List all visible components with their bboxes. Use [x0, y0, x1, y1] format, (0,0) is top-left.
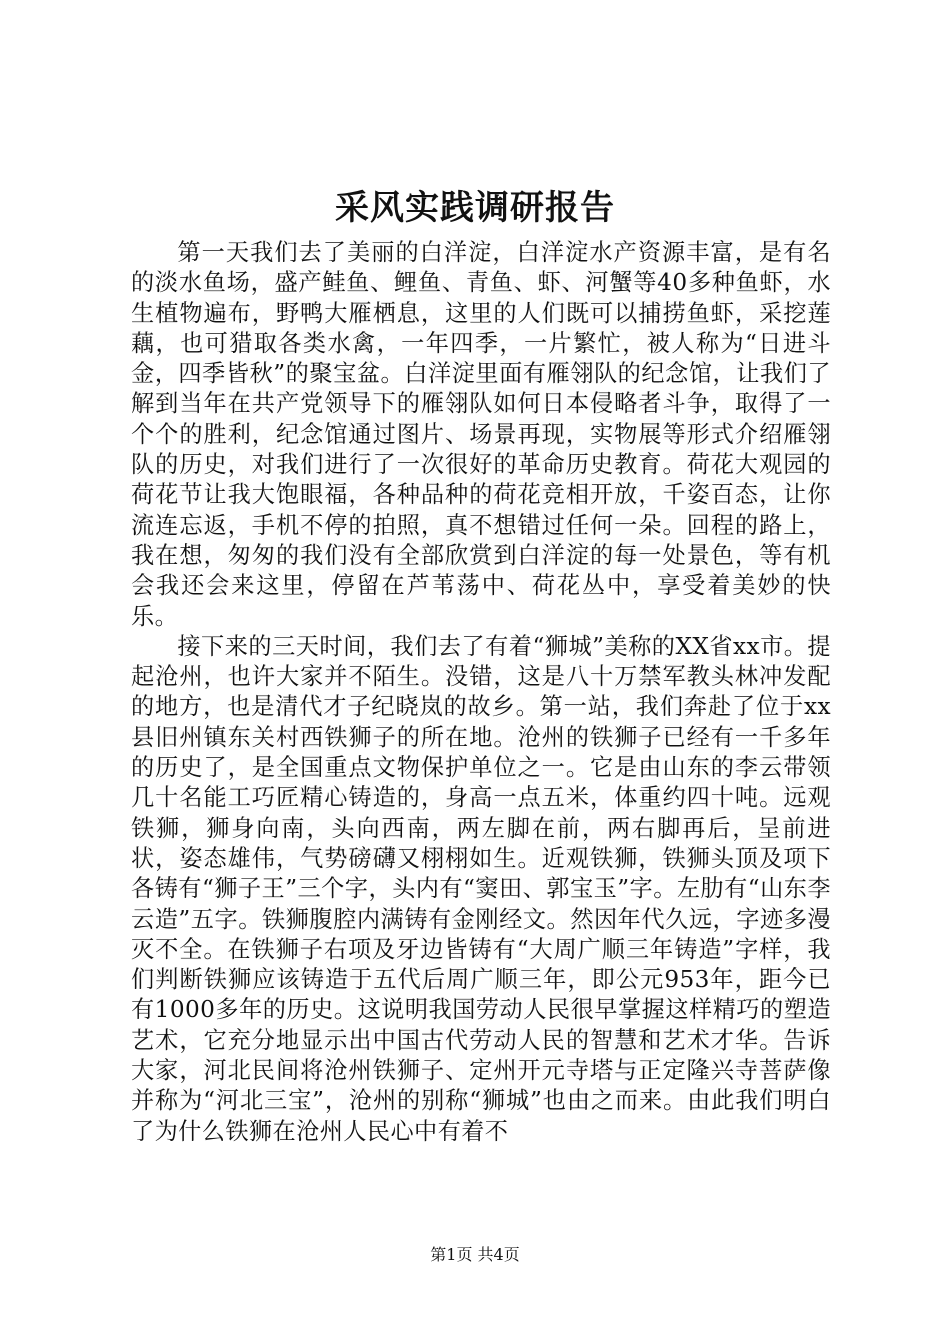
paragraph-baiyangdian: 第一天我们去了美丽的白洋淀，白洋淀水产资源丰富，是有名的淡水鱼场，盛产鲑鱼、鲤鱼、青鱼、虾、河蟹等40多种鱼虾，水生植物遍布，野鸭大雁栖息，这里的人们既可以捕捞鱼虾，采挖莲藕，也可猎取各类水禽，一年四季，一片繁忙，被人称为“日进斗金，四季皆秋”的聚宝盆。白洋淀里面有雁翎队的纪念馆，让我们了解到当年在共产党领导下的雁翎队如何日本侵略者斗争，取得了一个个的胜利，纪念馆通过图片、场景再现，实物展等形式介绍雁翎队的历史，对我们进行了一次很好的革命历史教育。荷花大观园的荷花节让我大饱眼福，各种品种的荷花竞相开放，千姿百态，让你流连忘返，手机不停的拍照，真不想错过任何一朵。回程的路上，我在想，匆匆的我们没有全部欣赏到白洋淀的每一处景色，等有机会我还会来这里，停留在芦苇荡中、荷花丛中，享受着美妙的快乐。: [131, 239, 831, 630]
document-body: [131, 238, 831, 1147]
paragraph-cangzhou-iron-lion: 接下来的三天时间，我们去了有着“狮城”美称的XX省xx市。提起沧州，也许大家并不陌生。没错，这是八十万禁军教头林冲发配的地方，也是清代才子纪晓岚的故乡。第一站，我们奔赴了位于xx县旧州镇东关村西铁狮子的所在地。沧州的铁狮子已经有一千多年的历史了，是全国重点文物保护单位之一。它是由山东的李云带领几十名能工巧匠精心铸造的，身高一点五米，体重约四十吨。远观铁狮，狮身向南，头向西南，两左脚在前，两右脚再后，呈前进状，姿态雄伟，气势磅礴又栩栩如生。近观铁狮，铁狮头顶及项下各铸有“狮子王”三个字，头内有“窦田、郭宝玉”字。左肋有“山东李云造”五字。铁狮腹腔内满铸有金刚经文。然因年代久远，字迹多漫灭不全。在铁狮子右项及牙边皆铸有“大周广顺三年铸造”字样，我们判断铁狮应该铸造于五代后周广顺三年，即公元953年，距今已有1000多年的历史。这说明我国劳动人民很早掌握这样精巧的塑造艺术，它充分地显示出中国古代劳动人民的智慧和艺术才华。告诉大家，河北民间将沧州铁狮子、定州开元寺塔与正定隆兴寺菩萨像并称为“河北三宝”，沧州的别称“狮城”也由之而来。由此我们明白了为什么铁狮在沧州人民心中有着不: [131, 632, 831, 1145]
page-number-footer: 第1页 共4页: [430, 1245, 520, 1264]
document-title: 采风实践调研报告: [335, 188, 615, 228]
